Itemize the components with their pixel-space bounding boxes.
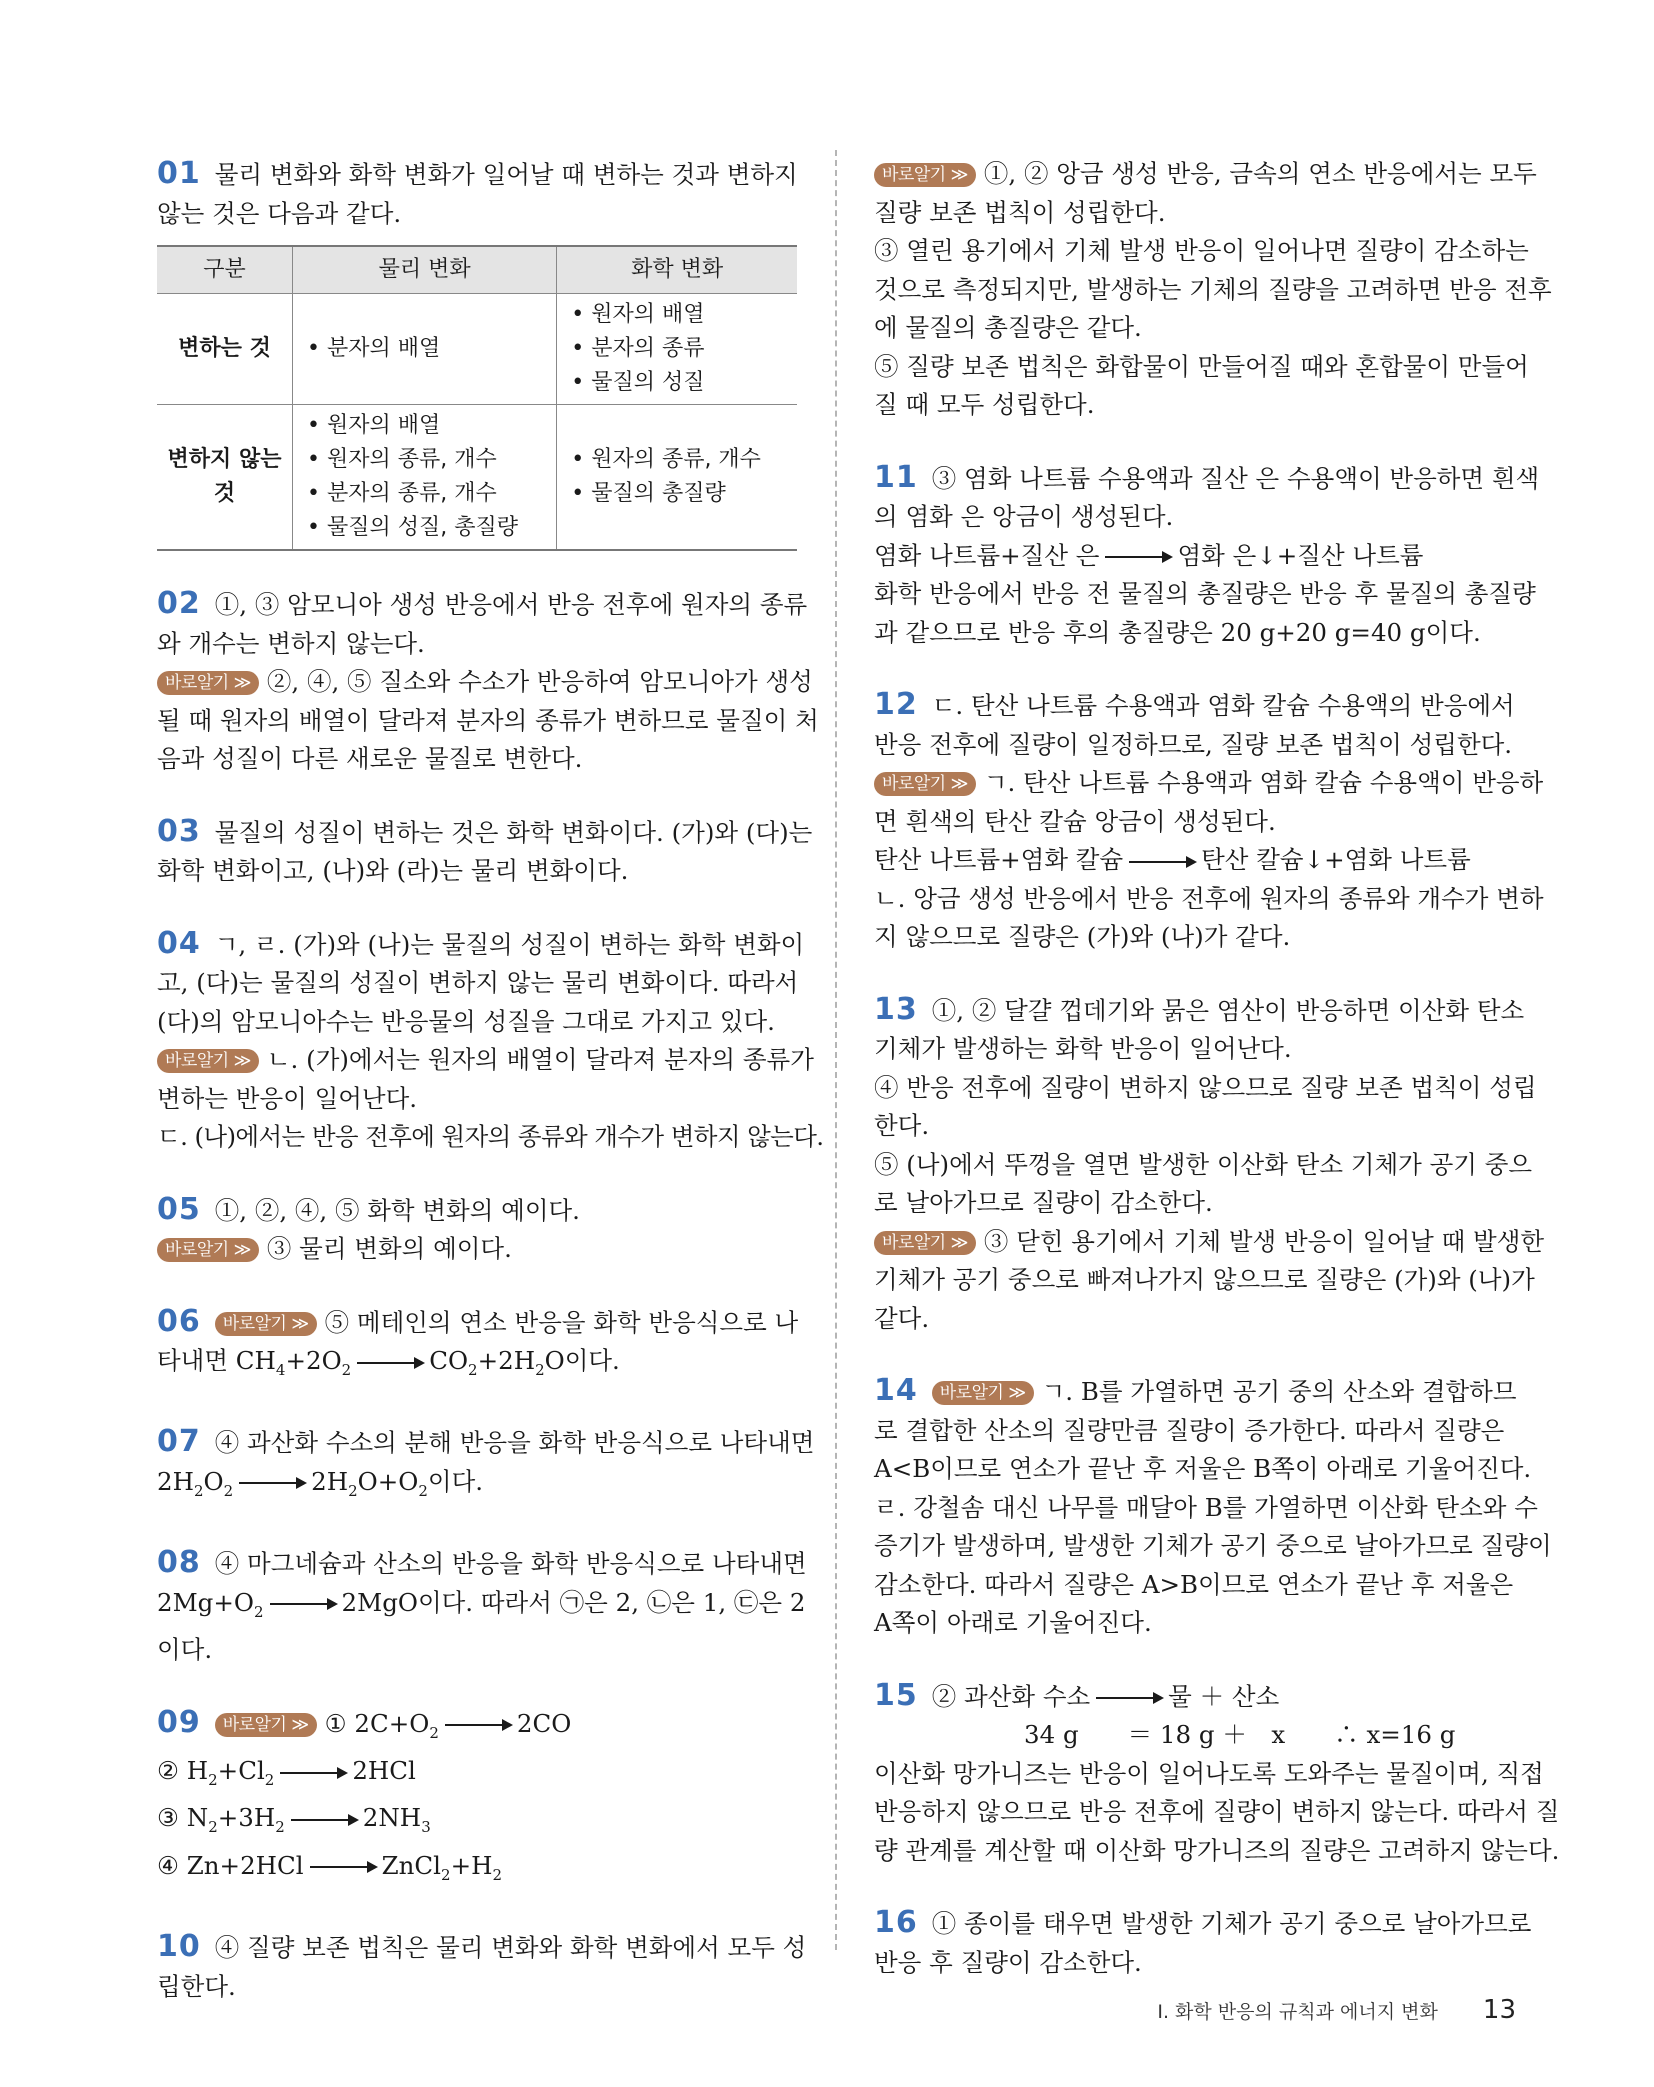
text-line: 될 때 원자의 배열이 달라져 분자의 종류가 변하므로 물질이 처	[157, 705, 819, 735]
text-line: ① 종이를 태우면 발생한 기체가 공기 중으로 날아가므로	[931, 1909, 1532, 1938]
text-line: 기체가 공기 중으로 빠져나가지 않으므로 질량은 (가)와 (나)가	[874, 1265, 1535, 1294]
text-line: 물리 변화와 화학 변화가 일어날 때 변하는 것과 변하지	[214, 160, 798, 189]
question-number: 10	[157, 1929, 201, 1965]
cell-line: • 물질의 성질	[571, 370, 705, 395]
question-number: 08	[157, 1545, 201, 1581]
text-line: 기체가 발생하는 화학 반응이 일어난다.	[874, 1034, 1292, 1063]
answer-14	[874, 1372, 1552, 1643]
chemical-equation: $2H_2O_2$ $2H_2O+O_2$이다.	[157, 1466, 484, 1500]
text-line: 에 물질의 총질량은 같다.	[874, 313, 1142, 342]
reaction-arrow-icon	[1129, 861, 1195, 863]
text-line: ①, ③ 암모니아 생성 반응에서 반응 전후에 원자의 종류	[214, 590, 808, 619]
chemical-equation: ③ $N_2+3H_2$ $2NH_3$	[157, 1803, 431, 1837]
correction-tag: 바로알기 ≫	[874, 772, 976, 796]
cell-line: • 원자의 종류, 개수	[571, 447, 761, 472]
text-line: 지 않으므로 질량은 (가)와 (나)가 같다.	[874, 922, 1291, 951]
text-line: 면 흰색의 탄산 칼슘 앙금이 생성된다.	[874, 806, 1276, 836]
text-line: 않는 것은 다음과 같다.	[157, 198, 402, 228]
correction-tag: 바로알기 ≫	[932, 1381, 1034, 1405]
chapter-title: Ⅰ. 화학 반응의 규칙과 에너지 변화	[1157, 2001, 1438, 2023]
text-line: ①, ② 앙금 생성 반응, 금속의 연소 반응에서는 모두	[983, 159, 1537, 188]
question-number: 06	[157, 1303, 201, 1339]
chemical-equation: 타내면 $CH_4+2O_2$ $CO_2+2H_2O$이다.	[157, 1346, 620, 1379]
text-line: ⑤ (나)에서 뚜껑을 열면 발생한 이산화 탄소 기체가 공기 중으	[874, 1149, 1533, 1179]
correction-tag: 바로알기 ≫	[157, 1238, 259, 1262]
answer-07	[157, 1423, 815, 1510]
question-number: 09	[157, 1704, 201, 1740]
text-line: 물질의 성질이 변하는 것은 화학 변화이다. (가)와 (다)는	[214, 817, 813, 847]
text-line: 와 개수는 변하지 않는다.	[157, 628, 425, 658]
text-line: 이다.	[157, 1635, 213, 1665]
text-line: ㄷ. (나)에서는 반응 전후에 원자의 종류와 개수가 변하지 않는다.	[157, 1122, 824, 1151]
text-line: ③ 닫힌 용기에서 기체 발생 반응이 일어날 때 발생한	[983, 1226, 1545, 1256]
question-number: 12	[874, 687, 918, 722]
text-line: 반응 전후에 질량이 일정하므로, 질량 보존 법칙이 성립한다.	[874, 729, 1513, 759]
cell-line: • 분자의 종류, 개수	[307, 481, 497, 506]
table-cell	[557, 294, 797, 405]
text-line: 고, (다)는 물질의 성질이 변하지 않는 물리 변화이다. 따라서	[157, 968, 799, 997]
text-line: 같다.	[874, 1303, 930, 1333]
question-number: 15	[874, 1677, 918, 1713]
answer-08	[157, 1544, 807, 1669]
text-line: ②, ④, ⑤ 질소와 수소가 반응하여 암모니아가 생성	[266, 667, 813, 696]
answer-02	[157, 585, 819, 779]
text-line: ⑤ 메테인의 연소 반응을 화학 반응식으로 나	[324, 1307, 799, 1337]
question-number: 03	[157, 813, 201, 849]
reaction-arrow-icon	[280, 1772, 346, 1774]
page-number: 13	[1482, 1995, 1516, 2025]
text-line: ④ 마그네슘과 산소의 반응을 화학 반응식으로 나타내면	[214, 1549, 807, 1579]
answer-04	[157, 925, 824, 1157]
right-column	[874, 155, 1560, 2016]
text-line: ㄹ. 강철솜 대신 나무를 매달아 B를 가열하면 이산화 탄소와 수	[874, 1492, 1538, 1522]
question-number: 05	[157, 1191, 201, 1227]
text-line: 질 때 모두 성립한다.	[874, 390, 1095, 419]
text-line: ③ 열린 용기에서 기체 발생 반응이 일어나면 질량이 감소하는	[874, 236, 1529, 265]
chemical-equation: $2Mg+O_2$ 2MgO이다. 따라서 ㉠은 2, ㉡은 1, ㉢은 2	[157, 1587, 806, 1621]
reaction-arrow-icon	[1096, 1697, 1162, 1699]
correction-tag: 바로알기 ≫	[215, 1713, 317, 1737]
answer-13	[874, 991, 1545, 1339]
answer-12	[874, 686, 1544, 957]
text-line: 화학 변화이고, (나)와 (라)는 물리 변화이다.	[157, 856, 629, 885]
table-row	[157, 294, 797, 405]
cell-line: • 분자의 종류	[571, 336, 705, 361]
page-footer	[1157, 1995, 1516, 2025]
question-number: 02	[157, 586, 201, 621]
question-number: 14	[874, 1373, 918, 1408]
question-number: 01	[157, 156, 201, 191]
row-label: 변하는 것	[157, 294, 293, 405]
chemical-equation: ④ Zn+2HCl $ZnCl_2+H_2$	[157, 1850, 503, 1884]
table-header: 물리 변화	[293, 246, 557, 294]
chemical-equation: 탄산 나트륨+염화 칼슘 탄산 칼슘↓+염화 나트륨	[874, 845, 1471, 874]
change-comparison-table	[157, 245, 797, 551]
text-line: 변하는 반응이 일어난다.	[157, 1083, 418, 1113]
answer-06	[157, 1303, 797, 1390]
answer-01	[157, 155, 797, 551]
text-line: ③ 염화 나트륨 수용액과 질산 은 수용액이 반응하면 흰색	[931, 463, 1540, 493]
cell-line: • 원자의 배열	[307, 413, 441, 438]
text-line: (다)의 암모니아수는 반응물의 성질을 그대로 가지고 있다.	[157, 1006, 775, 1036]
answer-11	[874, 459, 1540, 653]
correction-tag: 바로알기 ≫	[215, 1312, 317, 1336]
text-line: ①, ②, ④, ⑤ 화학 변화의 예이다.	[214, 1195, 580, 1225]
text-line: A<B이므로 연소가 끝난 후 저울은 B쪽이 아래로 기울어진다.	[874, 1454, 1532, 1483]
text-line: ④ 반응 전후에 질량이 변하지 않으므로 질량 보존 법칙이 성립	[874, 1072, 1537, 1102]
cell-line: • 원자의 배열	[571, 302, 705, 327]
text-line: 한다.	[874, 1111, 930, 1140]
text-line: 화학 반응에서 반응 전 물질의 총질량은 반응 후 물질의 총질량	[874, 579, 1536, 608]
text-line: 립한다.	[157, 1971, 236, 2001]
text-line: ㄷ. 탄산 나트륨 수용액과 염화 칼슘 수용액의 반응에서	[931, 691, 1515, 720]
question-number: 04	[157, 925, 201, 961]
text-line: 질량 보존 법칙이 성립한다.	[874, 197, 1166, 227]
text-line: 증기가 발생하며, 발생한 기체가 공기 중으로 날아가므로 질량이	[874, 1531, 1552, 1560]
cell-line: • 물질의 성질, 총질량	[307, 515, 518, 540]
table-cell	[557, 405, 797, 551]
text-line: ③ 물리 변화의 예이다.	[266, 1234, 512, 1263]
answer-05	[157, 1191, 797, 1269]
mass-calculation: 34 g ＝ 18 g ＋ x ∴ x=16 g	[1024, 1720, 1456, 1749]
question-number: 16	[874, 1905, 918, 1940]
text-line: ㄱ. B를 가열하면 공기 중의 산소와 결합하므	[1041, 1377, 1517, 1406]
answer-10	[157, 1928, 807, 2006]
reaction-arrow-icon	[270, 1603, 336, 1605]
table-cell	[293, 294, 557, 405]
text-line: 음과 성질이 다른 새로운 물질로 변한다.	[157, 744, 583, 773]
chemical-equation: ② $H_2+Cl_2$ 2HCl	[157, 1756, 416, 1789]
cell-line: • 물질의 총질량	[571, 481, 726, 506]
answer-09: 09 바로알기 ≫ ① $2C+O_2$ 2CO ② $H_2+Cl_2$ 2HCl ③ $N_2+3H_2$ $2NH_3$ ④ Zn+2HCl $ZnCl_2+H_2$	[157, 1704, 797, 1895]
text-line: 감소한다. 따라서 질량은 A>B이므로 연소가 끝난 후 저울은	[874, 1569, 1514, 1599]
text-line: ㄴ. 앙금 생성 반응에서 반응 전후에 원자의 종류와 개수가 변하	[874, 883, 1544, 913]
correction-tag: 바로알기 ≫	[157, 671, 259, 695]
text-line: 것으로 측정되지만, 발생하는 기체의 질량을 고려하면 반응 전후	[874, 274, 1552, 304]
text-line: 로 날아가므로 질량이 감소한다.	[874, 1188, 1213, 1217]
correction-tag: 바로알기 ≫	[874, 1231, 976, 1255]
text-line: ①, ② 달걀 껍데기와 묽은 염산이 반응하면 이산화 탄소	[931, 995, 1525, 1025]
column-divider	[835, 150, 837, 1950]
text-line: 반응 후 질량이 감소한다.	[874, 1947, 1142, 1977]
text-line: 과 같으므로 반응 후의 총질량은 20 g+20 g=40 g이다.	[874, 617, 1481, 647]
table-row	[157, 405, 797, 551]
reaction-arrow-icon	[357, 1362, 423, 1364]
text-line: 반응하지 않으므로 반응 전후에 질량이 변하지 않는다. 따라서 질	[874, 1797, 1560, 1826]
question-number: 13	[874, 991, 918, 1027]
table-header: 구분	[157, 246, 293, 294]
correction-tag: 바로알기 ≫	[874, 163, 976, 187]
reaction-arrow-icon	[1105, 556, 1171, 558]
text-line: 로 결합한 산소의 질량만큼 질량이 증가한다. 따라서 질량은	[874, 1415, 1505, 1445]
row-label: 변하지 않는 것	[157, 405, 293, 551]
text-line: ㄴ. (가)에서는 원자의 배열이 달라져 분자의 종류가	[266, 1045, 814, 1074]
text-line: 량 관계를 계산할 때 이산화 망가니즈의 질량은 고려하지 않는다.	[874, 1835, 1560, 1865]
question-number: 07	[157, 1424, 201, 1460]
text-line: ㄱ, ㄹ. (가)와 (나)는 물질의 성질이 변하는 화학 변화이	[214, 929, 805, 959]
text-line: ④ 과산화 수소의 분해 반응을 화학 반응식으로 나타내면	[214, 1428, 815, 1458]
table-cell	[293, 405, 557, 551]
reaction-arrow-icon	[291, 1819, 357, 1821]
text-line: 이산화 망가니즈는 반응이 일어나도록 도와주는 물질이며, 직접	[874, 1758, 1544, 1788]
text-line: ④ 질량 보존 법칙은 물리 변화와 화학 변화에서 모두 성	[214, 1933, 807, 1963]
answer-15: 15 ② 과산화 수소 물 ＋ 산소 34 g ＝ 18 g ＋ x ∴ x=16 g 이산화 망가니즈는 반응이 일어나도록 도와주는 물질이며, 직접 반응하지 않으므로 반응 전후에 질량이 변하지 않는다. 따라서 질 량 관계를 계산할 때 이산화 망가니즈의 질량은 고려하지 않는다.	[874, 1677, 1514, 1871]
left-column	[157, 155, 824, 2040]
text-line: 의 염화 은 앙금이 생성된다.	[874, 502, 1174, 531]
question-number: 11	[874, 459, 918, 495]
answer-10-continued	[874, 155, 1552, 425]
table-header: 화학 변화	[557, 246, 797, 294]
chemical-equation: 염화 나트륨+질산 은 염화 은↓+질산 나트륨	[874, 540, 1424, 570]
answer-16	[874, 1904, 1532, 1982]
reaction-arrow-icon	[239, 1482, 305, 1484]
cell-line: • 분자의 배열	[307, 336, 441, 361]
reaction-arrow-icon	[445, 1724, 511, 1726]
correction-tag: 바로알기 ≫	[157, 1049, 259, 1073]
text-line: ⑤ 질량 보존 법칙은 화합물이 만들어질 때와 혼합물이 만들어	[874, 351, 1529, 381]
text-line: ㄱ. 탄산 나트륨 수용액과 염화 칼슘 수용액이 반응하	[983, 768, 1544, 797]
text-line: A쪽이 아래로 기울어진다.	[874, 1608, 1152, 1637]
reaction-arrow-icon	[310, 1866, 376, 1868]
cell-line: • 원자의 종류, 개수	[307, 447, 497, 472]
answer-03	[157, 813, 813, 891]
